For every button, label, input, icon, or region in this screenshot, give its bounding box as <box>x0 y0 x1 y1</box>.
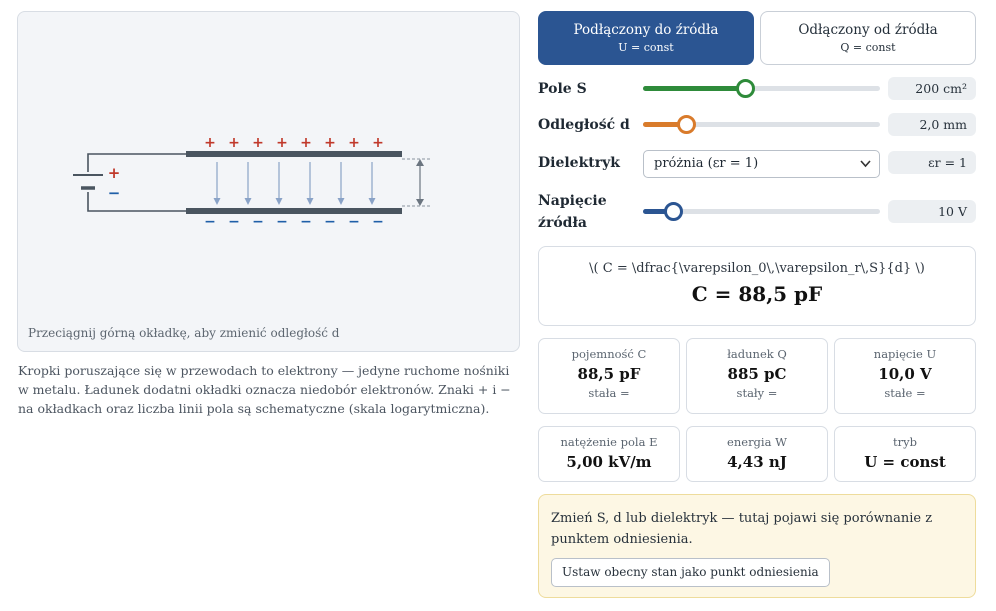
area-slider[interactable] <box>643 86 880 91</box>
card-voltage <box>834 338 976 414</box>
card-label: tryb <box>893 435 917 449</box>
negative-charge-sign: − <box>300 214 312 230</box>
drag-hint: Przeciągnij górną okładkę, aby zmienić odległość d <box>28 326 340 340</box>
card-field-strength <box>538 426 680 482</box>
voltage-slider[interactable] <box>643 209 880 214</box>
card-label: natężenie pola E <box>560 435 658 449</box>
mode-connected-button[interactable] <box>538 11 754 65</box>
capacitor-diagram <box>18 12 521 353</box>
distance-slider[interactable] <box>643 122 880 127</box>
reference-text: Zmień S, d lub dielektryk — tutaj pojawi się porównanie z punktem odniesienia. <box>551 511 933 547</box>
card-charge <box>686 338 828 414</box>
card-label: energia W <box>727 435 787 449</box>
card-value: 88,5 pF <box>577 365 641 383</box>
battery-icon <box>73 175 103 188</box>
area-slider-handle[interactable] <box>736 79 755 98</box>
mode-connected-subtitle: U = const <box>618 41 674 54</box>
capacitor-simulation[interactable] <box>17 11 520 352</box>
negative-charge-sign: − <box>204 214 216 230</box>
mode-connected-title: Podłączony do źródła <box>573 22 719 38</box>
negative-charge-sign: − <box>276 214 288 230</box>
dielectric-label: Dielektryk <box>538 155 620 171</box>
mode-disconnected-title: Odłączony od źródła <box>798 22 938 38</box>
card-capacitance <box>538 338 680 414</box>
reference-panel <box>538 494 976 598</box>
card-note: stały = <box>736 386 778 400</box>
area-value: 200 cm² <box>888 77 976 100</box>
negative-charge-sign: − <box>252 214 264 230</box>
voltage-label-line2: źródła <box>538 215 587 231</box>
voltage-label-line1: Napięcie <box>538 193 607 209</box>
area-label: Pole S <box>538 81 587 97</box>
voltage-slider-handle[interactable] <box>664 202 683 221</box>
distance-indicator <box>402 159 430 206</box>
field-lines <box>214 162 376 205</box>
circuit-wires <box>88 154 186 211</box>
formula-expression: \( C = \dfrac{\varepsilon_0\,\varepsilon_r\,S}{d} \) <box>589 261 925 276</box>
dielectric-select[interactable] <box>643 150 880 178</box>
positive-charge-sign: + <box>204 135 216 151</box>
card-value: 4,43 nJ <box>727 453 787 471</box>
battery-plus-sign: + <box>107 164 121 182</box>
field-line <box>307 162 314 205</box>
set-reference-button[interactable]: Ustaw obecny stan jako punkt odniesienia <box>551 558 830 587</box>
dielectric-selected: próżnia (εr = 1) <box>654 156 759 171</box>
field-line <box>245 162 252 205</box>
voltage-label <box>538 190 607 234</box>
card-energy <box>686 426 828 482</box>
positive-charge-sign: + <box>372 135 384 151</box>
card-note: stała = <box>588 386 630 400</box>
mode-disconnected-subtitle: Q = const <box>840 41 896 54</box>
formula-panel <box>538 246 976 326</box>
area-slider-fill <box>643 86 745 91</box>
distance-label: Odległość d <box>538 117 630 133</box>
card-note: stałe = <box>884 386 926 400</box>
negative-charge-sign: − <box>324 214 336 230</box>
card-label: ładunek Q <box>727 347 787 361</box>
card-label: pojemność C <box>571 347 647 361</box>
distance-value: 2,0 mm <box>888 113 976 136</box>
card-value: 10,0 V <box>878 365 932 383</box>
voltage-value: 10 V <box>888 200 976 223</box>
negative-charge-sign: − <box>372 214 384 230</box>
positive-charge-sign: + <box>252 135 264 151</box>
card-label: napięcie U <box>873 347 937 361</box>
field-line <box>369 162 376 205</box>
formula-result: C = 88,5 pF <box>691 282 823 306</box>
battery-minus-sign: − <box>107 184 121 202</box>
chevron-down-icon <box>860 151 871 187</box>
bottom-plate <box>186 208 402 214</box>
card-mode <box>834 426 976 482</box>
card-value: 5,00 kV/m <box>566 453 652 471</box>
field-line <box>338 162 345 205</box>
field-line <box>214 162 221 205</box>
positive-charge-sign: + <box>276 135 288 151</box>
field-line <box>276 162 283 205</box>
negative-charge-sign: − <box>348 214 360 230</box>
distance-slider-handle[interactable] <box>677 115 696 134</box>
top-plate[interactable] <box>186 151 402 157</box>
card-value: 885 pC <box>727 365 787 383</box>
card-value: U = const <box>864 453 946 471</box>
simulation-description: Kropki poruszające się w przewodach to elektrony — jedyne ruchome nośniki w metalu. Ładunek dodatni okładki oznacza niedobór elektronów. Znaki + i − na okładkach oraz liczba linii pola są schematyczne (skala logarytmiczna). <box>18 363 511 416</box>
negative-charge-sign: − <box>228 214 240 230</box>
mode-disconnected-button[interactable] <box>760 11 976 65</box>
permittivity-value: εr = 1 <box>888 151 976 174</box>
plate-charges <box>204 135 384 230</box>
positive-charge-sign: + <box>300 135 312 151</box>
positive-charge-sign: + <box>348 135 360 151</box>
positive-charge-sign: + <box>324 135 336 151</box>
positive-charge-sign: + <box>228 135 240 151</box>
